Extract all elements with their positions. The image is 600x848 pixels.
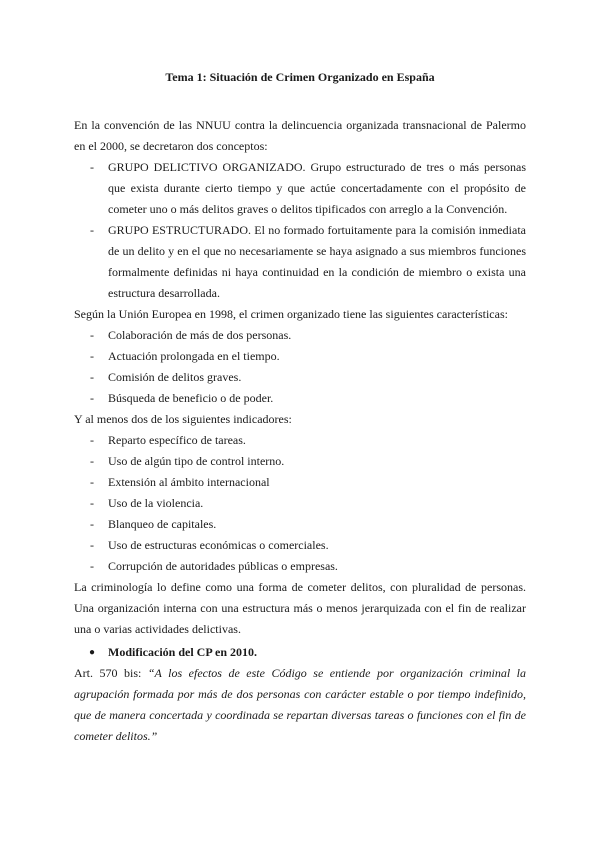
indicator-text: Uso de la violencia. — [108, 496, 204, 510]
indicators-list — [74, 430, 526, 577]
indicator-text: Reparto específico de tareas. — [108, 433, 246, 447]
dash-marker: - — [90, 496, 94, 510]
list-item — [74, 430, 526, 451]
list-item — [74, 325, 526, 346]
article-label: Art. 570 bis: — [74, 666, 142, 680]
dash-marker: - — [90, 391, 94, 405]
article-quote: “A los efectos de este Código se entiende por organización criminal la agrupación formada por más de dos personas con carácter estable o por tiempo indefinido, que de manera concertada y coordinada se repartan diversas tareas o funciones con el fin de cometer delitos.” — [74, 666, 526, 743]
characteristic-text: Colaboración de más de dos personas. — [108, 328, 292, 342]
indicator-text: Uso de algún tipo de control interno. — [108, 454, 285, 468]
dash-marker: - — [90, 538, 94, 552]
list-item — [74, 535, 526, 556]
dash-marker: - — [90, 370, 94, 384]
dash-marker: - — [90, 433, 94, 447]
characteristic-text: Comisión de delitos graves. — [108, 370, 242, 384]
list-item — [74, 346, 526, 367]
section-heading-text: Modificación del CP en 2010. — [108, 645, 257, 659]
dash-marker: - — [90, 454, 94, 468]
dash-marker: - — [90, 475, 94, 489]
indicators-paragraph: Y al menos dos de los siguientes indicadores: — [74, 412, 292, 426]
characteristics-list — [74, 325, 526, 409]
list-item — [74, 556, 526, 577]
intro-paragraph: En la convención de las NNUU contra la delincuencia organizada transnacional de Palermo en el 2000, se decretaron dos conceptos: — [74, 118, 526, 153]
concept-text: GRUPO DELICTIVO ORGANIZADO. Grupo estructurado de tres o más personas que exista durante cierto tiempo y que actúe concertadamente con el propósito de cometer uno o más delitos graves o delitos tipificados con arreglo a la Convención. — [108, 160, 526, 216]
indicator-text: Uso de estructuras económicas o comerciales. — [108, 538, 329, 552]
characteristic-text: Actuación prolongada en el tiempo. — [108, 349, 280, 363]
list-item — [74, 388, 526, 409]
list-item — [74, 157, 526, 220]
dash-marker: - — [90, 160, 94, 174]
article-paragraph — [74, 663, 526, 747]
indicator-text: Blanqueo de capitales. — [108, 517, 217, 531]
list-item — [74, 451, 526, 472]
list-item — [74, 367, 526, 388]
indicator-text: Extensión al ámbito internacional — [108, 475, 270, 489]
list-item — [74, 472, 526, 493]
dash-marker: - — [90, 559, 94, 573]
concept-text: GRUPO ESTRUCTURADO. El no formado fortuitamente para la comisión inmediata de un delito y en el que no necesariamente se haya asignado a sus miembros funciones formalmente definidas ni haya continuidad en la condición de miembro o exista una estructura desarrollada. — [108, 223, 526, 300]
list-item — [74, 493, 526, 514]
list-item — [74, 220, 526, 304]
eu-paragraph: Según la Unión Europea en 1998, el crimen organizado tiene las siguientes características: — [74, 307, 508, 321]
criminology-paragraph: La criminología lo define como una forma de cometer delitos, con pluralidad de personas. Una organización interna con una estructura más o menos jerarquizada con el fin de realizar una o varias actividades delictivas. — [74, 580, 526, 636]
dash-marker: - — [90, 517, 94, 531]
section-heading — [74, 642, 526, 663]
dash-marker: - — [90, 223, 94, 237]
dash-marker: - — [90, 349, 94, 363]
concepts-list — [74, 157, 526, 304]
document-title: Tema 1: Situación de Crimen Organizado en España — [165, 70, 435, 84]
indicator-text: Corrupción de autoridades públicas o empresas. — [108, 559, 338, 573]
bullet-icon: ● — [89, 647, 96, 658]
list-item — [74, 514, 526, 535]
characteristic-text: Búsqueda de beneficio o de poder. — [108, 391, 274, 405]
dash-marker: - — [90, 328, 94, 342]
